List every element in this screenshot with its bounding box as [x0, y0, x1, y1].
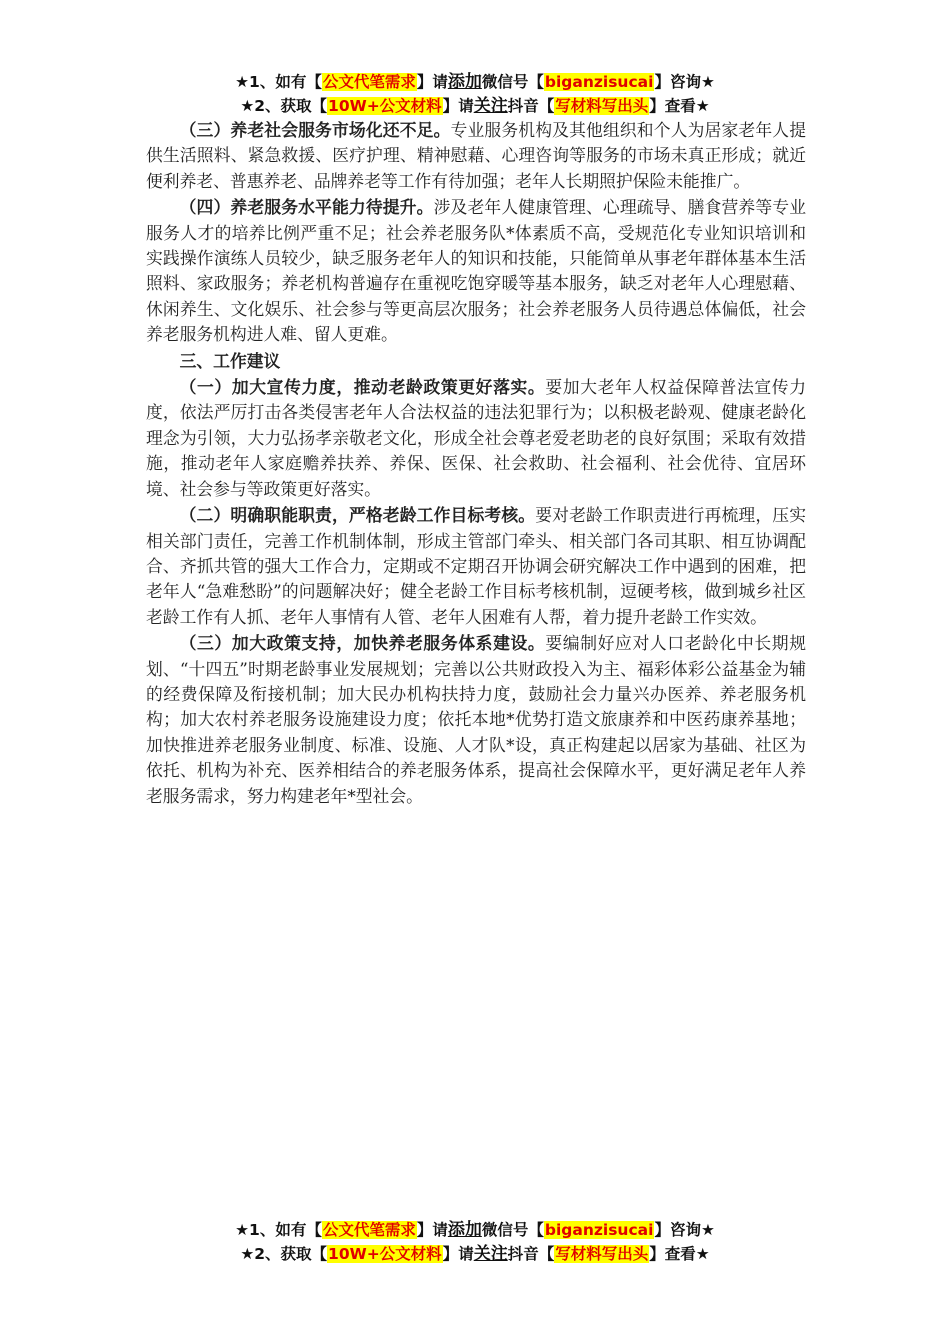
banner-text: 】请 [416, 73, 448, 91]
paragraph-heading: （四）养老服务水平能力待提升。 [179, 197, 434, 218]
paragraph-text: 要编制好应对人口老龄化中长期规划、“十四五”时期老龄事业发展规划；完善以公共财政投入为主、福彩体彩公益基金为辅的经费保障及衔接机制；加大民办机构扶持力度，鼓励社会力量兴办医养、养老服务机构；加大农村养老服务设施建设力度；依托本地*优势打造文旅康养和中医药康养基地；加快推进养老服务业制度、标准、设施、人才队*设，真正构建起以居家为基础、社区为依托、机构为补充、医养相结合的养老服务体系，提高社会保障水平，更好满足老年人养老服务需求，努力构建老年*型社会。 [146, 633, 806, 806]
footer-banner [0, 1218, 950, 1266]
banner-text: 抖音【 [507, 1245, 555, 1263]
paragraph-heading: （三）养老社会服务市场化还不足。 [179, 120, 451, 140]
banner-text: ★1、如有【 [235, 73, 322, 91]
banner-text: ★2、获取【 [240, 1245, 328, 1263]
highlight-service: 公文代笔需求 [322, 1221, 416, 1239]
paragraph-heading: （一）加大宣传力度，推动老龄政策更好落实。 [179, 377, 546, 398]
banner-line-1 [0, 70, 950, 94]
banner-text: 】咨询★ [654, 73, 715, 91]
banner-text: 】查看★ [649, 1245, 710, 1263]
banner-line-2 [0, 1242, 950, 1266]
paragraph-text: 要对老龄工作职责进行再梳理，压实相关部门责任，完善工作机制体制，形成主管部门牵头、相关部门各司其职、相互协调配合、齐抓共管的强大工作合力，定期或不定期召开协调会研究解决工作中遇到的困难，把老年人“急难愁盼”的问题解决好；健全老龄工作目标考核机制，逗硬考核，做到城乡社区老龄工作有人抓、老年人事情有人管、老年人困难有人帮，着力提升老龄工作实效。 [146, 505, 806, 627]
paragraph [146, 375, 806, 502]
paragraph-text: 要加大老年人权益保障普法宣传力度，依法严厉打击各类侵害老年人合法权益的违法犯罪行为；以积极老龄观、健康老龄化理念为引领，大力弘扬孝亲敬老文化，形成全社会尊老爱老助老的良好氛围；采取有效措施，推动老年人家庭赡养扶养、养保、医保、社会救助、社会福利、社会优待、宜居环境、社会参与等政策更好落实。 [146, 377, 806, 499]
banner-text: 】查看★ [649, 97, 710, 115]
banner-line-1 [0, 1218, 950, 1242]
section-title: 三、工作建议 [179, 350, 281, 371]
paragraph-text: 专业服务机构及其他组织和个人为居家老年人提供生活照料、紧急救援、医疗护理、精神慰藉、心理咨询等服务的市场未真正形成；就近便利养老、普惠养老、品牌养老等工作有待加强；老年人长期照护保险未能推广。 [146, 120, 806, 191]
banner-text: 】请 [416, 1221, 448, 1239]
highlight-wechat-id: biganzisucai [544, 73, 654, 91]
underlined-add: 添加 [447, 72, 482, 92]
highlight-materials: 10W+公文材料 [328, 1245, 442, 1263]
banner-text: ★2、获取【 [240, 97, 328, 115]
paragraph [146, 195, 806, 347]
paragraph [146, 118, 806, 194]
banner-text: 】咨询★ [654, 1221, 715, 1239]
banner-text: 微信号【 [481, 73, 544, 91]
paragraph-heading: （二）明确职能职责，严格老龄工作目标考核。 [179, 505, 536, 526]
paragraph [146, 503, 806, 630]
underlined-add: 添加 [447, 1220, 482, 1240]
banner-text: 】请 [442, 1245, 474, 1263]
paragraph-heading: （三）加大政策支持，加快养老服务体系建设。 [179, 633, 546, 654]
highlight-wechat-id: biganzisucai [544, 1221, 654, 1239]
banner-text: 】请 [442, 97, 474, 115]
banner-text: ★1、如有【 [235, 1221, 322, 1239]
highlight-service: 公文代笔需求 [322, 73, 416, 91]
header-banner [0, 70, 950, 118]
section-heading [146, 349, 806, 374]
highlight-materials: 10W+公文材料 [328, 97, 442, 115]
banner-text: 微信号【 [481, 1221, 544, 1239]
banner-text: 抖音【 [507, 97, 555, 115]
highlight-douyin: 写材料写出头 [555, 97, 649, 115]
document-body [146, 118, 806, 810]
highlight-douyin: 写材料写出头 [555, 1245, 649, 1263]
paragraph-text: 涉及老年人健康管理、心理疏导、膳食营养等专业服务人才的培养比例严重不足；社会养老服务队*体素质不高，受规范化专业知识培训和实践操作演练人员较少，缺乏服务老年人的知识和技能，只能简单从事老年群体基本生活照料、家政服务；养老机构普遍存在重视吃饱穿暖等基本服务，缺乏对老年人心理慰藉、休闲养生、文化娱乐、社会参与等更高层次服务；社会养老服务人员待遇总体偏低，社会养老服务机构进人难、留人更难。 [146, 197, 806, 345]
underlined-follow: 关注 [473, 96, 508, 116]
banner-line-2 [0, 94, 950, 118]
paragraph [146, 631, 806, 809]
underlined-follow: 关注 [473, 1244, 508, 1264]
